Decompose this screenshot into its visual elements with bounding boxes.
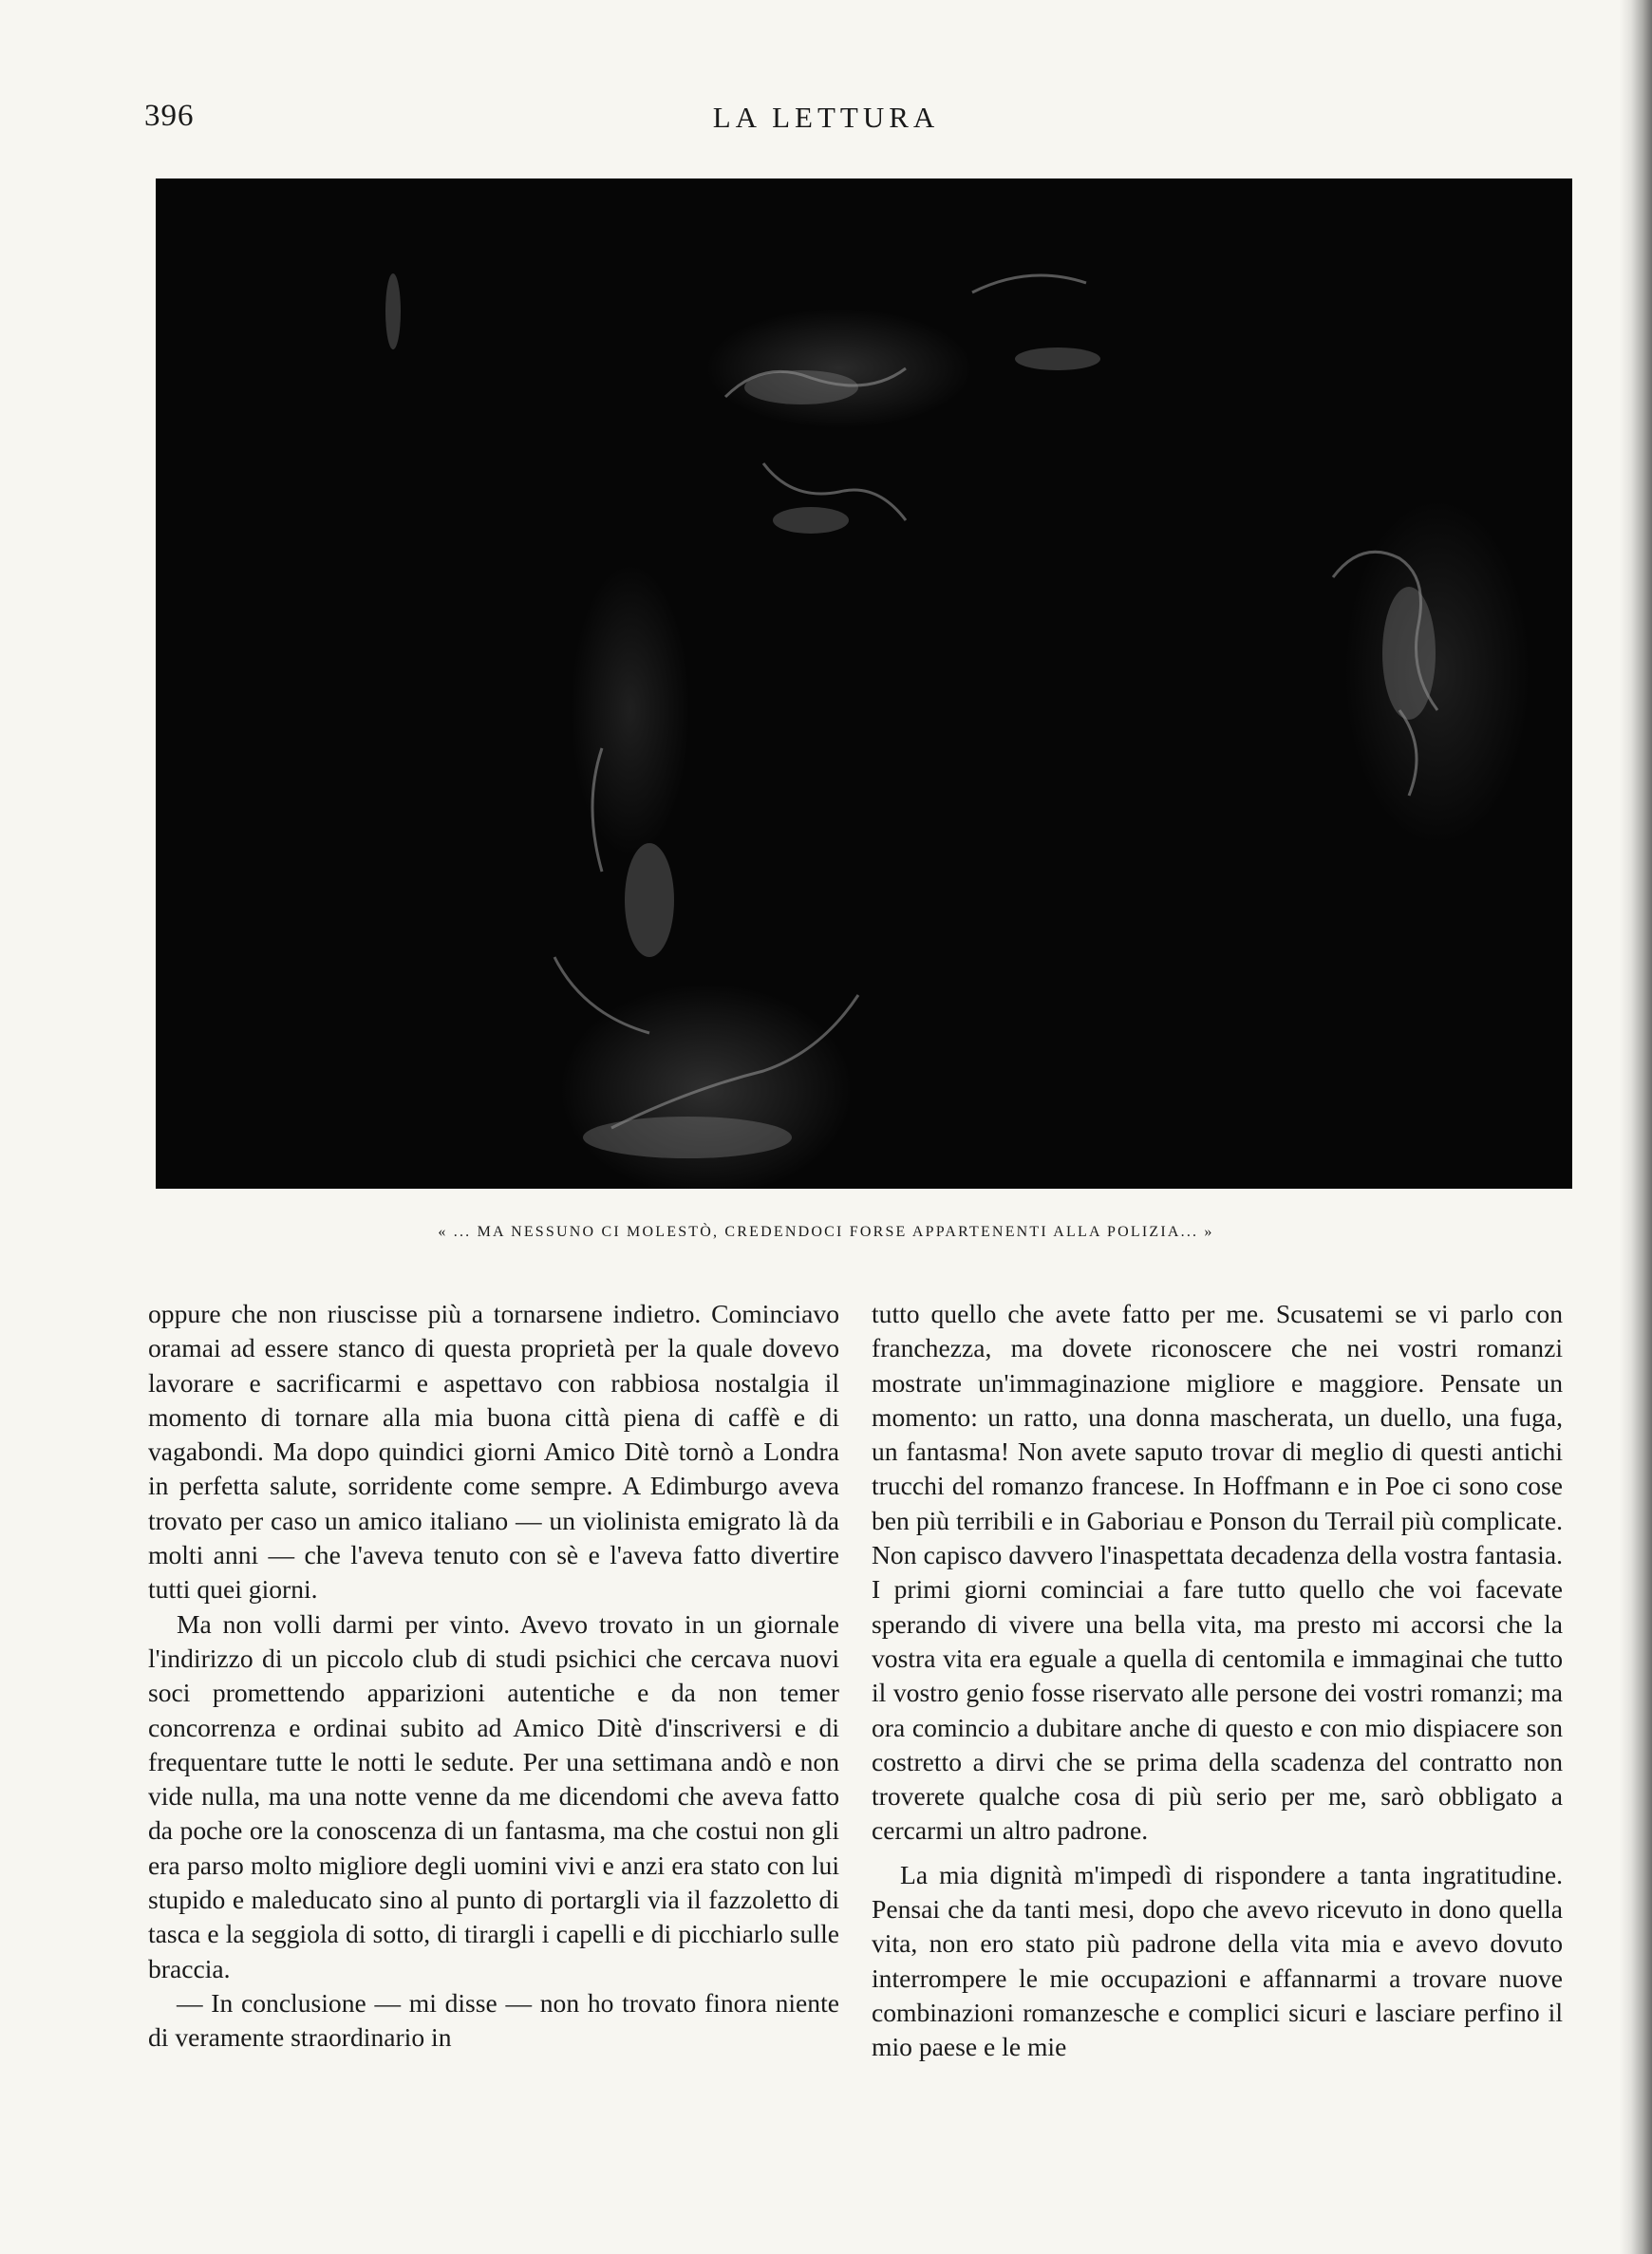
running-title: LA LETTURA bbox=[712, 101, 940, 134]
page-number: 396 bbox=[144, 99, 195, 133]
illustration-figures bbox=[156, 178, 1572, 1189]
paragraph: — In conclusione — mi disse — non ho trovato finora niente di veramente straordinario in bbox=[148, 1987, 839, 2053]
body-column-left bbox=[148, 1297, 839, 2056]
scan-edge-shadow bbox=[1620, 0, 1652, 2254]
paragraph: Ma non volli darmi per vinto. Avevo trovato in un giornale l'indirizzo di un piccolo club di studi psichici che cercava nuovi soci promettendo apparizioni autentiche e da non temer concorrenza e ordinai subito ad Amico Ditè d'inscriversi e di frequentare tutte le notti le sedute. Per una settimana andò e non vide nulla, ma una notte venne da me dicendomi che aveva fatto da poche ore la conoscenza di un fantasma, ma che costui non gli era parso molto migliore degli uomini vivi e anzi era stato con lui stupido e maleducato sino al punto di portargli via il fazzoletto di tasca e la seggiola di sotto, di tirargli i capelli e di picchiarlo sulle braccia. bbox=[148, 1608, 839, 1983]
paragraph: tutto quello che avete fatto per me. Scusatemi se vi parlo con franchezza, ma dovete riconoscere che nei vostri romanzi mostrate un'immaginazione migliore e maggiore. Pensate un momento: un ratto, una donna mascherata, un duello, una fuga, un fantasma! Non avete saputo trovar di meglio di questi antichi trucchi del romanzo francese. In Hoffmann e in Poe ci sono cose ben più terribili e in Gaboriau e Ponson du Terrail più complicate. Non capisco davvero l'inaspettata decadenza della vostra fantasia. I primi giorni cominciai a fare tutto quello che voi facevate sperando di vivere una bella vita, ma presto mi accorsi che la vostra vita era eguale a quella di centomila e immaginai che tutto il vostro genio fosse riservato alle persone dei vostri romanzi; ma ora comincio a dubitare anche di questo e con mio dispiacere son costretto a dirvi che se prima della scadenza del contratto non troverete qualche cosa di più serio per me, sarò obbligato a cercarmi un altro padrone. bbox=[872, 1299, 1563, 1846]
figure-caption: « ... MA NESSUNO CI MOLESTÒ, CREDENDOCI FORSE APPARTENENTI ALLA POLIZIA... » bbox=[438, 1224, 1214, 1240]
paragraph: oppure che non riuscisse più a tornarsene indietro. Cominciavo oramai ad essere stanco di questa proprietà per la quale dovevo lavorare e sacrificarmi e aspettavo con rabbiosa nostalgia il momento di tornare alla mia buona città piena di caffè e di vagabondi. Ma dopo quindici giorni Amico Ditè tornò a Londra in perfetta salute, sorridente come sempre. A Edimburgo aveva trovato per caso un amico italiano — un violinista emigrato là da molti anni — che l'aveva tenuto con sè e l'aveva fatto divertire tutti quei giorni. bbox=[148, 1299, 839, 1605]
paragraph: La mia dignità m'impedì di rispondere a tanta ingratitudine. Pensai che da tanti mesi, dopo che avevo ricevuto in dono quella vita, non ero stato più padrone della vita mia e avevo dovuto interrompere le mie occupazioni e affannarmi a trovare nuove combinazioni romanzesche e complici sicuri e lasciare perfino il mio paese e le mie bbox=[872, 1859, 1563, 2062]
body-column-right bbox=[872, 1297, 1563, 2065]
illustration bbox=[156, 178, 1572, 1189]
